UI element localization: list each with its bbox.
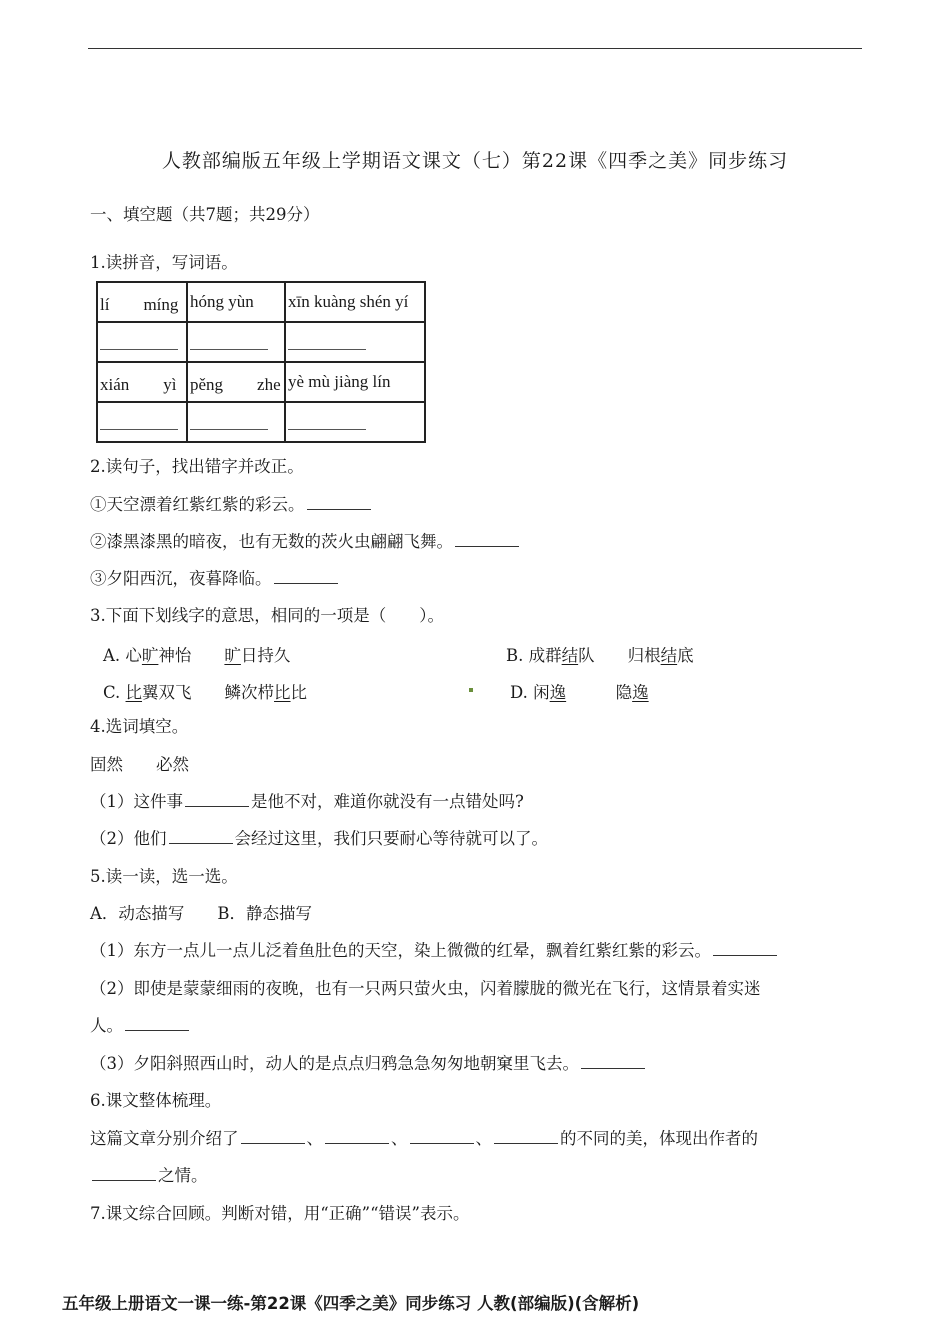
answer-blank[interactable] bbox=[494, 1129, 558, 1144]
header-rule bbox=[88, 48, 862, 49]
answer-blank[interactable] bbox=[169, 829, 233, 844]
answer-cell[interactable] bbox=[97, 322, 187, 362]
q4-sentence-2: （2）他们 会经过这里，我们只要耐心等待就可以了。 bbox=[90, 829, 548, 848]
page-title: 人教部编版五年级上学期语文课文（七）第22课《四季之美》同步练习 bbox=[161, 150, 789, 172]
pinyin-cell: hóng yùn bbox=[187, 282, 285, 322]
q5-sentence-3: （3）夕阳斜照西山时，动人的是点点归鸦急急匆匆地朝窠里飞去。 bbox=[90, 1053, 647, 1075]
q7-stem: 7.课文综合回顾。判断对错，用“正确”“错误”表示。 bbox=[90, 1204, 470, 1223]
q2-stem: 2.读句子，找出错字并改正。 bbox=[90, 457, 304, 476]
stray-mark bbox=[469, 688, 473, 692]
answer-cell[interactable] bbox=[187, 402, 285, 442]
q3-option-c[interactable]: C. 比翼双飞 鳞次栉比比 bbox=[103, 683, 308, 702]
pinyin-cell: yè mù jiàng lín bbox=[285, 362, 425, 402]
answer-blank[interactable] bbox=[241, 1129, 305, 1144]
answer-blank[interactable] bbox=[125, 1016, 189, 1031]
answer-cell[interactable] bbox=[285, 322, 425, 362]
q5-sentence-2-cont: 人。 bbox=[90, 1015, 191, 1037]
answer-blank[interactable] bbox=[325, 1129, 389, 1144]
pinyin-cell: xián yì bbox=[97, 362, 187, 402]
q2-sentence-2: ②漆黑漆黑的暗夜，也有无数的茨火虫翩翩飞舞。 bbox=[90, 531, 521, 553]
q4-word-bank: 固然 必然 bbox=[90, 755, 189, 774]
q6-sentence-cont: 之情。 bbox=[90, 1165, 208, 1187]
pinyin-cell: xīn kuàng shén yí bbox=[285, 282, 425, 322]
q5-options: A．动态描写 B．静态描写 bbox=[90, 904, 313, 923]
pinyin-cell: pěng zhe bbox=[187, 362, 285, 402]
answer-blank[interactable] bbox=[92, 1166, 156, 1181]
q5-sentence-2: （2）即使是蒙蒙细雨的夜晚，也有一只两只萤火虫，闪着朦胧的微光在飞行，这情景着实迷 bbox=[90, 979, 761, 998]
answer-blank[interactable] bbox=[581, 1054, 645, 1069]
answer-blank[interactable] bbox=[713, 941, 777, 956]
q4-sentence-1: （1）这件事 是他不对，难道你就没有一点错处吗? bbox=[90, 792, 524, 811]
q4-stem: 4.选词填空。 bbox=[90, 717, 189, 736]
q5-sentence-1: （1）东方一点儿一点儿泛着鱼肚色的天空，染上微微的红晕，飘着红紫红紫的彩云。 bbox=[90, 940, 779, 962]
answer-cell[interactable] bbox=[187, 322, 285, 362]
q5-stem: 5.读一读，选一选。 bbox=[90, 867, 238, 886]
answer-cell[interactable] bbox=[97, 402, 187, 442]
q6-sentence: 这篇文章分别介绍了 、 、 、 的不同的美，体现出作者的 bbox=[90, 1129, 758, 1148]
q3-stem: 3.下面下划线字的意思，相同的一项是（ ）。 bbox=[90, 606, 444, 625]
pinyin-table bbox=[96, 281, 426, 443]
answer-blank[interactable] bbox=[455, 532, 519, 547]
q3-option-a[interactable]: A. 心旷神怡 旷日持久 bbox=[103, 646, 291, 665]
q6-stem: 6.课文整体梳理。 bbox=[90, 1091, 222, 1110]
answer-blank[interactable] bbox=[307, 495, 371, 510]
answer-blank[interactable] bbox=[410, 1129, 474, 1144]
q3-option-b[interactable]: B. 成群结队 归根结底 bbox=[506, 646, 694, 665]
section-heading: 一、填空题（共7题；共29分） bbox=[90, 205, 320, 224]
q2-sentence-1: ①天空漂着红紫红紫的彩云。 bbox=[90, 494, 373, 516]
answer-blank[interactable] bbox=[274, 569, 338, 584]
q2-sentence-3: ③夕阳西沉，夜暮降临。 bbox=[90, 568, 340, 590]
document-footer: 五年级上册语文一课一练-第22课《四季之美》同步练习 人教(部编版)(含解析) bbox=[62, 1294, 640, 1313]
pinyin-cell: lí míng bbox=[97, 282, 187, 322]
q1-stem: 1.读拼音，写词语。 bbox=[90, 253, 238, 272]
answer-blank[interactable] bbox=[185, 792, 249, 807]
q3-option-d[interactable]: D. 闲逸 隐逸 bbox=[510, 683, 649, 702]
answer-cell[interactable] bbox=[285, 402, 425, 442]
